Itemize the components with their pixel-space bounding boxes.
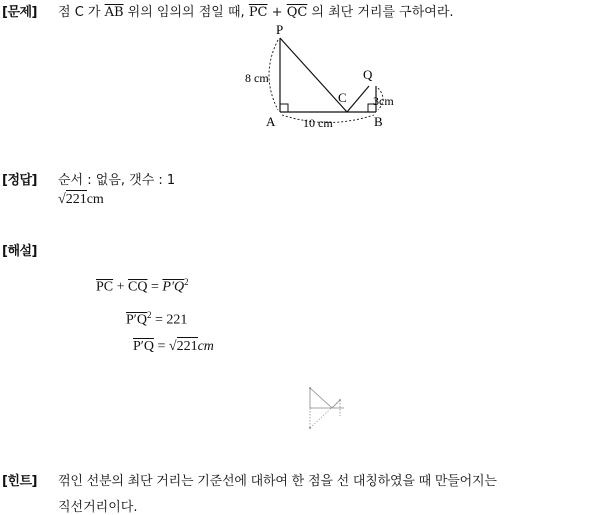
eq3-radicand: 221 [176, 339, 198, 354]
explanation-tag: [해설] [2, 244, 37, 259]
segment-cq-line [347, 86, 369, 112]
problem-text-2: 위의 임의의 점일 때, [123, 5, 249, 20]
problem-tag: [문제] [2, 5, 37, 20]
geometry-figure [230, 20, 410, 132]
reflection-figure [298, 378, 358, 440]
segment-pc: $\overline{PC}$ [248, 5, 268, 20]
problem-text-3: 의 최단 거리를 구하여라. [307, 5, 454, 20]
label-b: B [374, 114, 383, 129]
radical-sign: √ [58, 192, 66, 207]
label-a: A [266, 114, 276, 129]
eq1-equals: = [147, 279, 163, 295]
eq3-unit: cm [197, 339, 214, 354]
equation-line-1 [96, 277, 189, 296]
eq2-pq: P′Q [126, 312, 147, 328]
length-ap-label: 8 cm [245, 71, 269, 85]
problem-statement [58, 1, 454, 20]
eq3-pq: P′Q [133, 339, 154, 354]
equation-line-3 [133, 339, 214, 355]
answer-radicand: 221 [65, 192, 87, 207]
hint-tag: [힌트] [2, 474, 37, 489]
eq2-exponent: 2 [146, 310, 152, 320]
length-ab-label: 10 cm [303, 116, 333, 130]
eq1-pc: $\overline{PC}$ [96, 279, 114, 295]
segment-ab: $\overline{AB}$ [104, 5, 124, 20]
eq3-radical: √ [168, 339, 177, 354]
hint-line-2: 직선거리이다. [58, 500, 138, 515]
segment-qc: $\overline{QC}$ [286, 5, 308, 20]
reflect-pc-line [310, 388, 332, 408]
eq2-rhs: = 221 [151, 312, 188, 328]
answer-value [58, 192, 104, 208]
answer-unit: cm [86, 192, 104, 207]
label-c: C [338, 90, 347, 105]
answer-meta: 순서 : 없음, 갯수 : 1 [58, 173, 176, 188]
brace-ap [269, 40, 278, 110]
plus-sign: + [267, 5, 287, 20]
eq1-exponent: 2 [184, 277, 189, 287]
eq1-cq: $\overline{CQ}$ [128, 279, 148, 295]
eq1-pq: P′Q [162, 279, 185, 295]
problem-text-1: 점 C 가 [58, 5, 105, 20]
segment-pc-line [280, 38, 347, 112]
right-angle-a [280, 104, 288, 112]
label-p: P [276, 22, 284, 37]
hint-line-1: 꺾인 선분의 최단 거리는 기준선에 대하여 한 점을 선 대칭하였을 때 만들어지는 [58, 474, 497, 489]
eq1-plus: + [113, 279, 129, 295]
eq3-equals: = [153, 339, 169, 354]
label-q: Q [363, 67, 373, 82]
equation-line-2 [126, 310, 187, 329]
answer-tag: [정답] [2, 173, 37, 188]
length-bq-label: 3cm [373, 94, 394, 108]
